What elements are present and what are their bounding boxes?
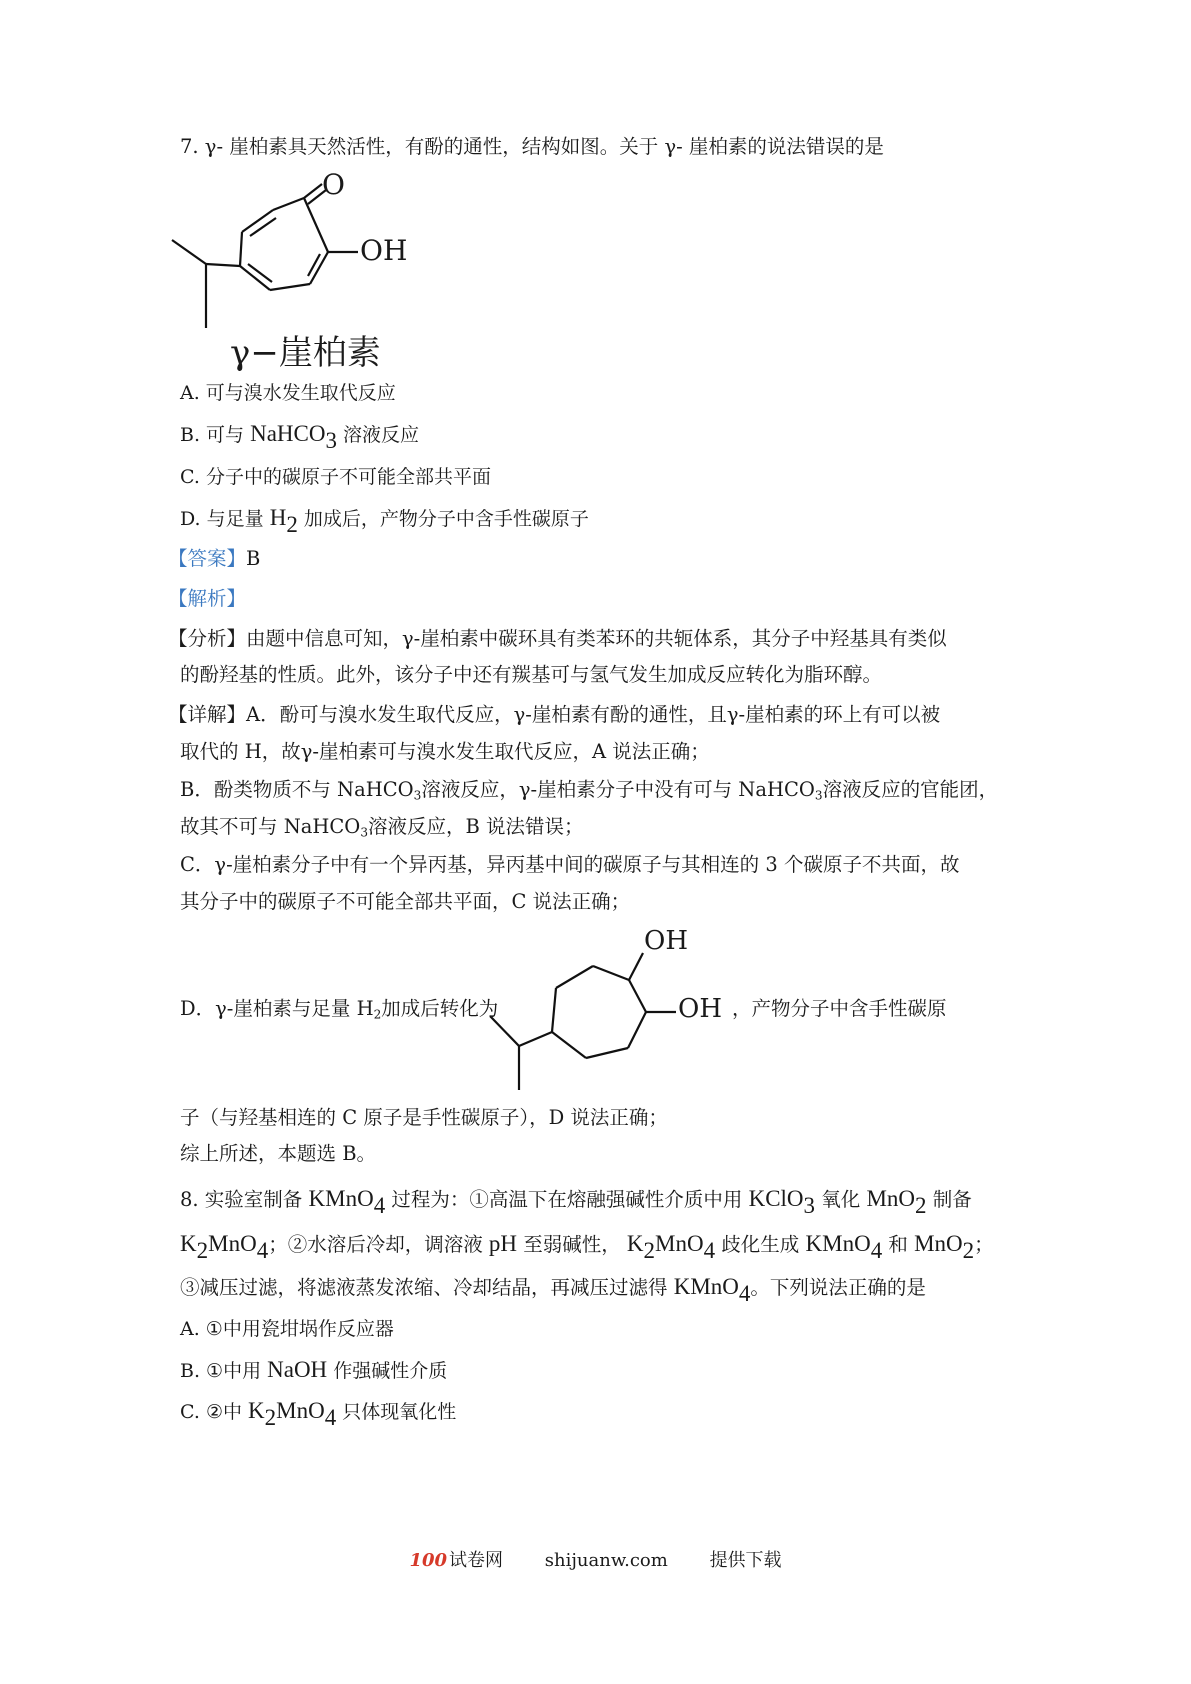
- answer-line: [168, 546, 260, 572]
- explain-d-line-2: 子（与羟基相连的 C 原子是手性碳原子），D 说法正确；: [180, 1106, 668, 1129]
- q8-l2-k: 4: [703, 1237, 716, 1263]
- opt-d-formula: H: [269, 505, 287, 530]
- site-logo: 100: [409, 1550, 448, 1571]
- q8-l1-i: 2: [915, 1192, 927, 1218]
- q8-l2-l: 歧化生成: [715, 1233, 806, 1256]
- q8-l1-e: KClO: [748, 1186, 804, 1211]
- q8-ob-post: 作强碱性介质: [327, 1360, 448, 1382]
- q8-ob-formula: NaOH: [267, 1357, 328, 1382]
- q7-stem: 7. γ- 崖柏素具天然活性，有酚的通性，结构如图。关于 γ- 崖柏素的说法错误的是: [180, 135, 884, 158]
- q7-option-c: C. 分子中的碳原子不可能全部共平面: [180, 466, 491, 488]
- d1-sub: 2: [373, 1007, 382, 1022]
- q8-ob-pre: B. ①中用: [180, 1360, 268, 1382]
- opt-b-text: B. 可与: [180, 424, 251, 446]
- q8-l2-q: 2: [962, 1237, 975, 1263]
- q8-oc-4: 4: [324, 1404, 337, 1430]
- q8-l2-d: 4: [256, 1237, 269, 1263]
- q8-l2-c: MnO: [208, 1231, 257, 1256]
- q8-stem-line-3: [180, 1274, 926, 1306]
- explain-b-line-1: [180, 777, 998, 803]
- xiangjie-line-1: 【详解】A．酚可与溴水发生取代反应，γ-崖柏素有酚的通性，且γ-崖柏素的环上有可以被: [168, 703, 941, 726]
- q8-l1-a: 8. 实验室制备: [180, 1188, 309, 1211]
- answer-tag: 【答案】: [168, 547, 247, 570]
- carbonyl-o-label: O: [322, 168, 345, 201]
- q8-l3-a: ③减压过滤，将滤液蒸发浓缩、冷却结晶，再减压过滤得: [180, 1276, 674, 1299]
- d1-mid: 加成后转化为: [381, 997, 499, 1020]
- b1-pre: B．酚类物质不与 NaHCO: [180, 778, 414, 801]
- explain-d-line-1: [180, 996, 498, 1022]
- q8-l2-p: MnO: [914, 1231, 963, 1256]
- d1-pre: D．γ-崖柏素与足量 H: [180, 997, 374, 1020]
- site-name: 试卷网: [449, 1550, 504, 1571]
- opt-b-formula: NaHCO: [250, 421, 326, 446]
- b1-sub-2: 3: [814, 788, 823, 803]
- explain-c-line-1: C．γ-崖柏素分子中有一个异丙基，异丙基中间的碳原子与其相连的 3 个碳原子不共面，故: [180, 853, 960, 876]
- q8-l2-a: K: [180, 1231, 197, 1256]
- q8-l2-m: KMnO: [805, 1231, 871, 1256]
- q7-option-a: A. 可与溴水发生取代反应: [180, 382, 396, 404]
- download-text: 提供下载: [709, 1550, 782, 1571]
- opt-b-text-end: 溶液反应: [336, 424, 420, 446]
- analysis-tag: 【解析】: [168, 587, 247, 610]
- q8-l3-d: 。下列说法正确的是: [750, 1276, 926, 1299]
- q8-l2-n: 4: [870, 1237, 883, 1263]
- fenxi-line-2: 的酚羟基的性质。此外，该分子中还有羰基可与氢气发生加成反应转化为脂环醇。: [180, 663, 883, 686]
- q8-l2-j: MnO: [655, 1231, 704, 1256]
- q8-l2-h: K: [626, 1231, 644, 1256]
- q8-l2-g: 至弱碱性，: [517, 1233, 627, 1256]
- b2-pre: 故其不可与 NaHCO: [180, 815, 361, 838]
- q8-l2-i: 2: [643, 1237, 656, 1263]
- opt-d-text-end: 加成后，产物分子中含手性碳原子: [297, 508, 589, 530]
- q8-l1-h: MnO: [866, 1186, 916, 1211]
- q8-l1-d: 过程为：①高温下在熔融强碱性介质中用: [385, 1188, 749, 1211]
- molecule-name: γ−崖柏素: [230, 333, 381, 373]
- diol-oh-right-label: OH: [678, 994, 722, 1024]
- summary-line: 综上所述，本题选 B。: [180, 1142, 377, 1165]
- fenxi-line-1: 【分析】由题中信息可知，γ-崖柏素中碳环具有类苯环的共轭体系，其分子中羟基具有类似: [168, 627, 947, 650]
- answer-value: B: [246, 547, 261, 570]
- q8-l2-f: pH: [488, 1231, 518, 1256]
- q8-l1-g: 氧化: [815, 1188, 867, 1211]
- q7-option-b: [180, 421, 420, 453]
- q8-l3-b: KMnO: [673, 1274, 739, 1299]
- diol-product-structure: [486, 920, 736, 1100]
- q8-l2-o: 和: [882, 1233, 915, 1256]
- q8-l1-b: KMnO: [308, 1186, 374, 1211]
- q8-l2-b: 2: [196, 1237, 209, 1263]
- b2-post: 溶液反应，B 说法错误；: [368, 815, 584, 838]
- q8-option-a: A. ①中用瓷坩埚作反应器: [180, 1318, 394, 1340]
- q8-l1-f: 3: [803, 1192, 816, 1218]
- page-footer: [0, 1546, 1191, 1572]
- gamma-thujaplicin-structure: [168, 168, 428, 373]
- q8-l1-c: 4: [373, 1192, 386, 1218]
- q8-l2-e: ；②水溶后冷却，调溶液: [268, 1233, 489, 1256]
- q8-option-b: [180, 1357, 447, 1384]
- explain-c-line-2: 其分子中的碳原子不可能全部共平面，C 说法正确；: [180, 890, 631, 913]
- opt-d-text: D. 与足量: [180, 508, 270, 530]
- b1-post: 溶液反应的官能团，: [822, 778, 999, 801]
- q8-option-c: [180, 1398, 457, 1430]
- explain-d-line-1-end: ，产物分子中含手性碳原: [732, 997, 947, 1020]
- b1-sub-1: 3: [413, 788, 422, 803]
- q8-oc-pre: C. ②中: [180, 1401, 249, 1423]
- q8-oc-k: K: [248, 1398, 265, 1423]
- b2-sub: 3: [360, 825, 368, 840]
- q8-l2-r: ；: [974, 1233, 994, 1256]
- q7-option-d: [180, 505, 589, 537]
- hydroxyl-label: OH: [360, 234, 408, 267]
- q8-oc-mno: MnO: [276, 1398, 325, 1423]
- site-url[interactable]: shijuanw.com: [544, 1550, 668, 1571]
- q8-stem-line-2: [180, 1231, 994, 1263]
- b1-mid: 溶液反应，γ-崖柏素分子中没有可与 NaHCO: [421, 778, 815, 801]
- opt-d-sub: 2: [286, 511, 298, 537]
- q8-l1-j: 制备: [926, 1188, 972, 1211]
- q8-oc-post: 只体现氧化性: [336, 1401, 457, 1423]
- opt-b-sub: 3: [325, 427, 337, 453]
- xiangjie-line-2: 取代的 H，故γ-崖柏素可与溴水发生取代反应，A 说法正确；: [180, 740, 710, 763]
- q8-oc-2: 2: [264, 1404, 277, 1430]
- q8-stem-line-1: [180, 1186, 972, 1218]
- q8-l3-c: 4: [738, 1280, 751, 1306]
- explain-b-line-2: [180, 814, 584, 840]
- diol-oh-top-label: OH: [644, 926, 688, 956]
